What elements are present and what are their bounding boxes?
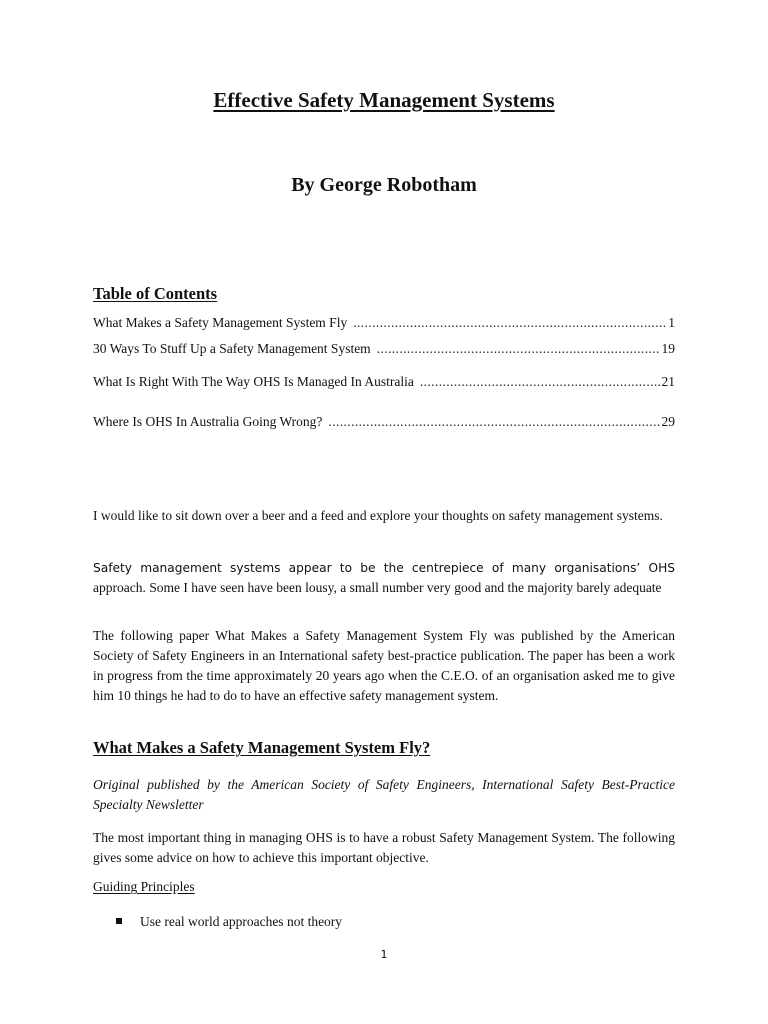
document-title: Effective Safety Management Systems	[213, 88, 555, 112]
square-bullet-icon	[116, 918, 122, 924]
intro-paragraph-2-sans-part: Safety management systems appear to be the centrepiece of many organisations’ OHS	[93, 561, 675, 575]
bullet-item	[116, 914, 342, 930]
toc-entry-title: Where Is OHS In Australia Going Wrong?	[93, 414, 323, 429]
toc-entry-title: 30 Ways To Stuff Up a Safety Management System	[93, 341, 371, 356]
intro-paragraph-1: I would like to sit down over a beer and a feed and explore your thoughts on safety management systems.	[93, 508, 663, 523]
toc-entry-page: 21	[661, 374, 675, 389]
toc-entry[interactable]	[93, 314, 675, 332]
intro-paragraph-2	[93, 558, 675, 598]
toc-dot-leader	[420, 373, 660, 391]
toc-dot-leader	[353, 314, 666, 332]
section-heading: What Makes a Safety Management System Fly?	[93, 738, 431, 757]
guiding-principles-heading: Guiding Principles	[93, 879, 195, 894]
toc-entry-page: 1	[668, 315, 675, 330]
toc-entry-title: What Is Right With The Way OHS Is Managed In Australia	[93, 374, 414, 389]
intro-paragraph-2-serif-part: approach. Some I have seen have been lousy, a small number very good and the majority barely adequate	[93, 580, 662, 595]
toc-entry[interactable]	[93, 413, 675, 431]
toc-dot-leader	[377, 340, 660, 358]
toc-heading: Table of Contents	[93, 284, 218, 303]
page-number: 1	[380, 948, 388, 961]
publication-note: Original published by the American Society of Safety Engineers, International Safety Best-Practice Specialty Newsletter	[93, 777, 675, 812]
document-byline: By George Robotham	[291, 174, 477, 196]
toc-entry-page: 19	[661, 341, 675, 356]
toc-dot-leader	[328, 413, 659, 431]
toc-entry-title: What Makes a Safety Management System Fly	[93, 315, 348, 330]
intro-paragraph-3: The following paper What Makes a Safety Management System Fly was published by the American Society of Safety Engineers in an International safety best-practice publication. The paper has been a work in progress from the time approximately 20 years ago when the C.E.O. of an organisation asked me to give him 10 things he had to do to have an effective safety management system.	[93, 628, 675, 703]
section-paragraph: The most important thing in managing OHS is to have a robust Safety Management System. The following gives some advice on how to achieve this important objective.	[93, 830, 675, 865]
toc-entry[interactable]	[93, 373, 675, 391]
bullet-item-text: Use real world approaches not theory	[140, 914, 343, 929]
toc-entry[interactable]	[93, 340, 675, 358]
toc-entry-page: 29	[661, 414, 675, 429]
